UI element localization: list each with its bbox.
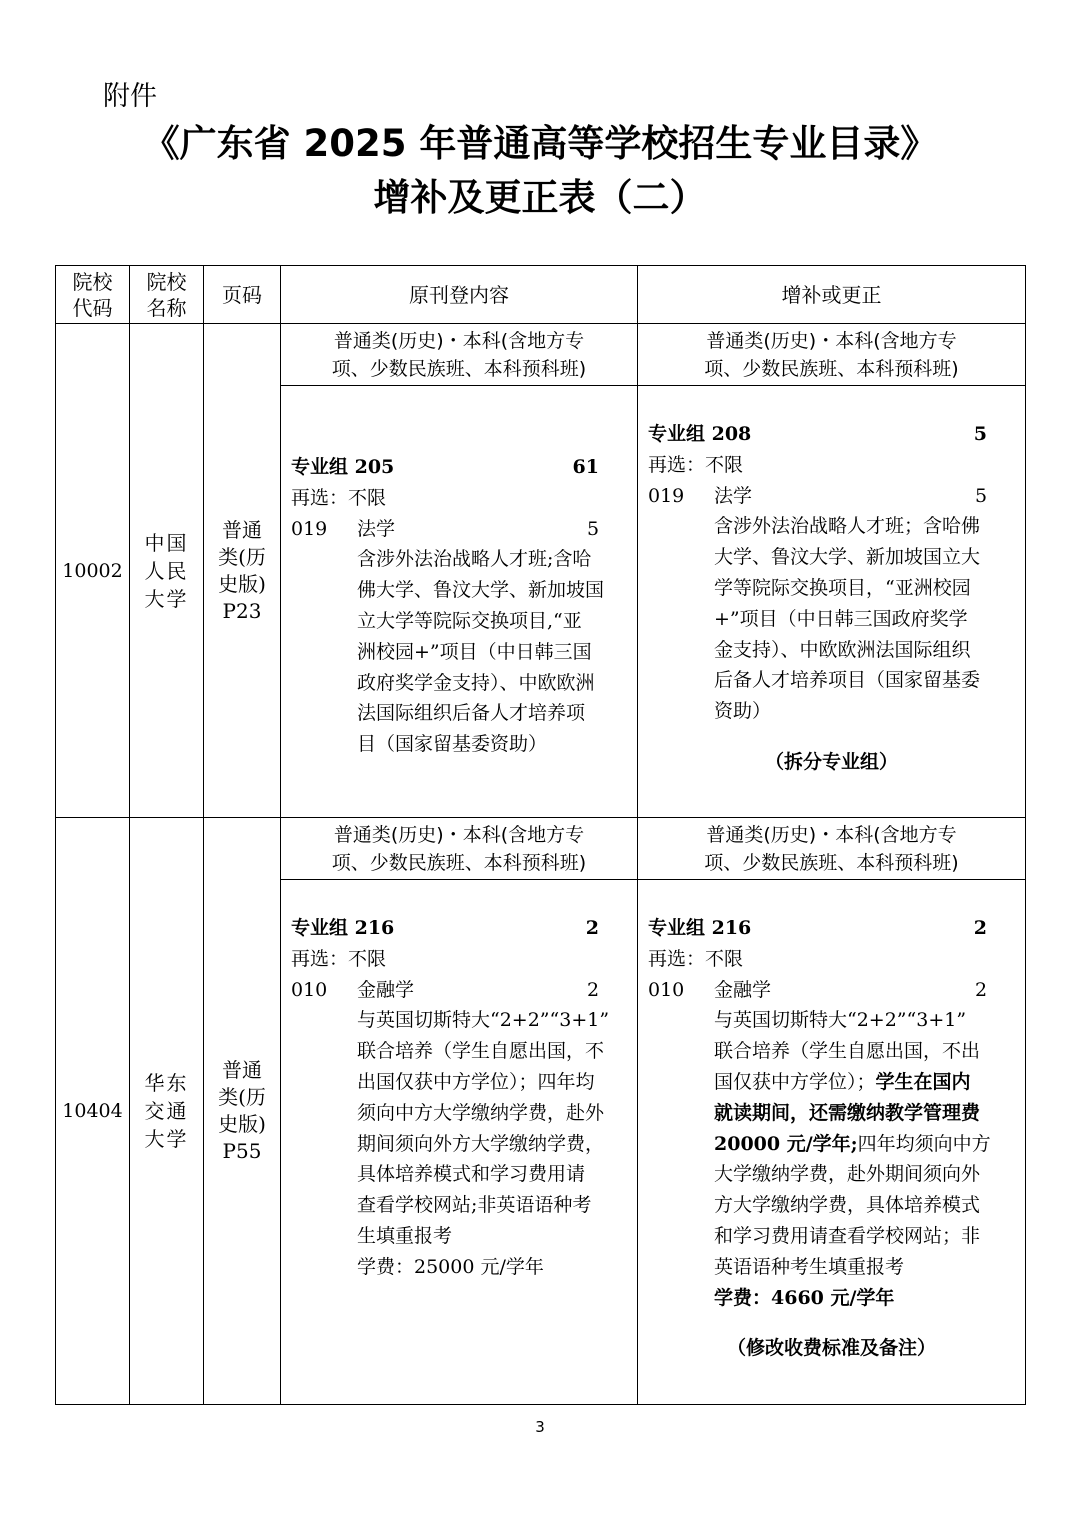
document-title: 《广东省 2025 年普通高等学校招生专业目录》 xyxy=(142,122,938,165)
correction-table xyxy=(55,265,1026,1405)
reselect-note: 再选：不限 xyxy=(291,947,387,970)
reselect-note: 再选：不限 xyxy=(648,453,744,476)
header-page: 页码 xyxy=(204,266,281,324)
header-school-name: 院校 名称 xyxy=(130,266,204,324)
correction-remark: （修改收费标准及备注） xyxy=(726,1337,936,1360)
corrected-content xyxy=(638,880,1026,1405)
corrected-content xyxy=(638,386,1026,818)
corrected-category: 普通类(历史)・本科(含地方专 项、少数民族班、本科预科班) xyxy=(638,324,1026,386)
page-ref: 普通 类(历 史版) P23 xyxy=(204,324,281,818)
reselect-note: 再选：不限 xyxy=(291,486,387,509)
original-content xyxy=(281,880,638,1405)
major-note: 与英国切斯特大“2+2”“3+1” 联合培养（学生自愿出国，不出 国仅获中方学位）；学生在国内 就读期间，还需缴纳教学管理费 20000 元/学年;四年均须向中方 大学缴纳学费，赴外期间须向外 方大学缴纳学费，具体培养模式 和学习费用请查看学校网站；非 英语语种考生填重报考 学费：4660 元/学年 xyxy=(648,1005,1015,1313)
major-group: 专业组 216 2 xyxy=(291,917,599,939)
header-school-code: 院校 代码 xyxy=(56,266,130,324)
original-content xyxy=(281,386,638,818)
tuition-fee: 学费：4660 元/学年 xyxy=(714,1286,895,1309)
major-row: 010 金融学 2 xyxy=(291,978,600,1001)
header-corrected: 增补或更正 xyxy=(638,266,1026,324)
school-code: 10404 xyxy=(56,818,130,1405)
attachment-label: 附件 xyxy=(103,81,157,112)
correction-remark: （拆分专业组） xyxy=(764,750,898,773)
school-name: 中国 人民 大学 xyxy=(130,324,204,818)
corrected-category: 普通类(历史)・本科(含地方专 项、少数民族班、本科预科班) xyxy=(638,818,1026,880)
table-header-row xyxy=(56,266,1026,324)
table-row xyxy=(56,324,1026,386)
original-category: 普通类(历史)・本科(含地方专 项、少数民族班、本科预科班) xyxy=(281,818,638,880)
header-original: 原刊登内容 xyxy=(281,266,638,324)
reselect-note: 再选：不限 xyxy=(648,947,744,970)
major-note: 含涉外法治战略人才班；含哈佛 大学、鲁汶大学、新加坡国立大 学等院际交换项目，“亚洲校园 +”项目（中日韩三国政府奖学 金支持）、中欧欧洲法国际组织 后备人才培养项目（国家留基委 资助） xyxy=(714,515,981,723)
original-category: 普通类(历史)・本科(含地方专 项、少数民族班、本科预科班) xyxy=(281,324,638,386)
table-row xyxy=(56,818,1026,880)
major-note: 含涉外法治战略人才班;含哈 佛大学、鲁汶大学、新加坡国 立大学等院际交换项目,“亚 洲校园+”项目（中日韩三国 政府奖学金支持）、中欧欧洲 法国际组织后备人才培养项 目（国家留基委资助） xyxy=(357,548,605,756)
major-group: 专业组 205 61 xyxy=(291,456,599,478)
page-ref: 普通 类(历 史版) P55 xyxy=(204,818,281,1405)
page-number: 3 xyxy=(535,1418,545,1436)
major-row: 010 金融学 2 xyxy=(648,978,988,1001)
major-group: 专业组 216 2 xyxy=(648,917,987,939)
school-name: 华东 交通 大学 xyxy=(130,818,204,1405)
major-row: 019 法学 5 xyxy=(291,517,600,540)
school-code: 10002 xyxy=(56,324,130,818)
document-subtitle: 增补及更正表（二） xyxy=(373,176,707,219)
major-row: 019 法学 5 xyxy=(648,484,988,507)
major-note: 与英国切斯特大“2+2”“3+1” 联合培养（学生自愿出国，不 出国仅获中方学位）；四年均 须向中方大学缴纳学费，赴外 期间须向外方大学缴纳学费， 具体培养模式和学习费用请 查看学校网站;非英语语种考 生填重报考 学费：25000 元/学年 xyxy=(357,1009,610,1278)
major-group: 专业组 208 5 xyxy=(648,423,987,445)
